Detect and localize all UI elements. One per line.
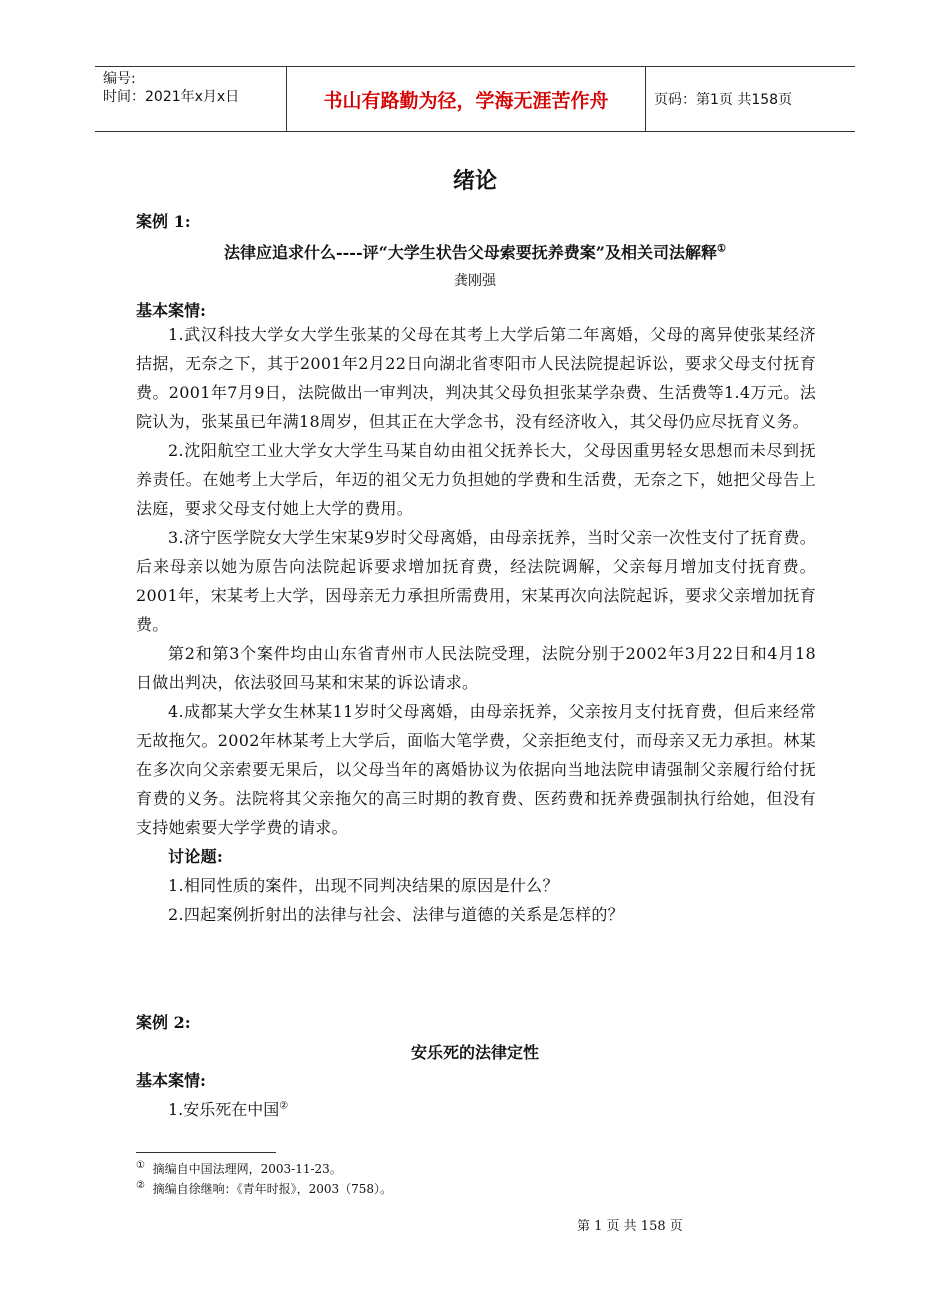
number-label: 编号:: [103, 71, 136, 87]
time-label: 时间：2021年x月x日: [103, 89, 240, 105]
case1-paragraph: 2.沈阳航空工业大学女大学生马某自幼由祖父抚养长大，父母因重男轻女思想而未尽到抚养责任。在她考上大学后，年迈的祖父无力负担她的学费和生活费，无奈之下，她把父母告上法庭，要求父母支付她上大学的费用。: [136, 441, 816, 518]
footnote-2-mark: ②: [136, 1180, 145, 1191]
footnote-divider: [136, 1152, 276, 1153]
footnote-1: [136, 1160, 342, 1177]
footnote-ref-1[interactable]: ①: [717, 243, 726, 255]
case1-label: 案例 1:: [136, 212, 191, 231]
footnote-2-text: 摘编自徐继响：《青年时报》，2003（758）。: [152, 1182, 393, 1196]
case1-title-text: 法律应追求什么----评“大学生状告父母索要抚养费案”及相关司法解释: [224, 243, 717, 262]
case1-paragraph: 第2和第3个案件均由山东省青州市人民法院受理，法院分别于2002年3月22日和4月18 日做出判决，依法驳回马某和宋某的诉讼请求。: [136, 644, 816, 692]
page-header: [95, 66, 855, 132]
case1-body: [136, 320, 816, 929]
footnote-ref-2[interactable]: ②: [279, 1100, 289, 1112]
header-page-info: 页码：第1页 共158页: [654, 92, 793, 108]
case2-title: 安乐死的法律定性: [410, 1043, 539, 1062]
header-motto: 书山有路勤为径，学海无涯苦作舟: [287, 67, 646, 131]
case2-facts-label: 基本案情:: [136, 1071, 206, 1090]
header-meta: [95, 67, 287, 131]
footnote-1-text: 摘编自中国法理网，2003-11-23。: [152, 1162, 342, 1176]
discussion-question: 2.四起案例折射出的法律与社会、法律与道德的关系是怎样的？: [168, 905, 624, 924]
case2-first-item-text: 1.安乐死在中国: [168, 1100, 280, 1119]
case2-label: 案例 2:: [136, 1013, 191, 1032]
case2-first-item: [168, 1097, 288, 1120]
footnote-1-mark: ①: [136, 1160, 145, 1171]
discussion-label: 讨论题:: [168, 847, 224, 866]
case1-paragraph: 3.济宁医学院女大学生宋某9岁时父母离婚，由母亲抚养，当时父亲一次性支付了抚育费。后来母亲以她为原告向法院起诉要求增加抚育费，经法院调解，父亲每月增加支付抚育费。2001年，宋某考上大学，因母亲无力承担所需费用，宋某再次向法院起诉，要求父亲增加抚育费。: [136, 528, 816, 634]
case1-title: [0, 240, 950, 263]
case1-paragraph: 4.成都某大学女生林某11岁时父母离婚，由母亲抚养，父亲按月支付抚育费，但后来经常无故拖欠。2002年林某考上大学后，面临大笔学费，父亲拒绝支付，而母亲又无力承担。林某在多次向父亲索要无果后，以父母当年的离婚协议为依据向当地法院申请强制父亲履行给付抚育费的义务。法院将其父亲拖欠的高三时期的教育费、医药费和抚养费强制执行给她，但没有支持她索要大学学费的请求。: [136, 702, 816, 837]
case1-author: 龚刚强: [454, 273, 496, 289]
chapter-title: 绪论: [452, 169, 497, 194]
page-footer: 第 1 页 共 158 页: [577, 1219, 683, 1234]
case1-paragraph: 1.武汉科技大学女大学生张某的父母在其考上大学后第二年离婚，父母的离异使张某经济拮据，无奈之下，其于2001年2月22日向湖北省枣阳市人民法院提起诉讼，要求父母支付抚育费。2001年7月9日，法院做出一审判决，判决其父母负担张某学杂费、生活费等1.4万元。法院认为，张某虽已年满18周岁，但其正在大学念书，没有经济收入，其父母仍应尽抚育义务。: [136, 325, 816, 431]
footnote-2: [136, 1180, 392, 1197]
discussion-question: 1.相同性质的案件，出现不同判决结果的原因是什么？: [168, 876, 559, 895]
case1-facts-label: 基本案情:: [136, 301, 206, 320]
